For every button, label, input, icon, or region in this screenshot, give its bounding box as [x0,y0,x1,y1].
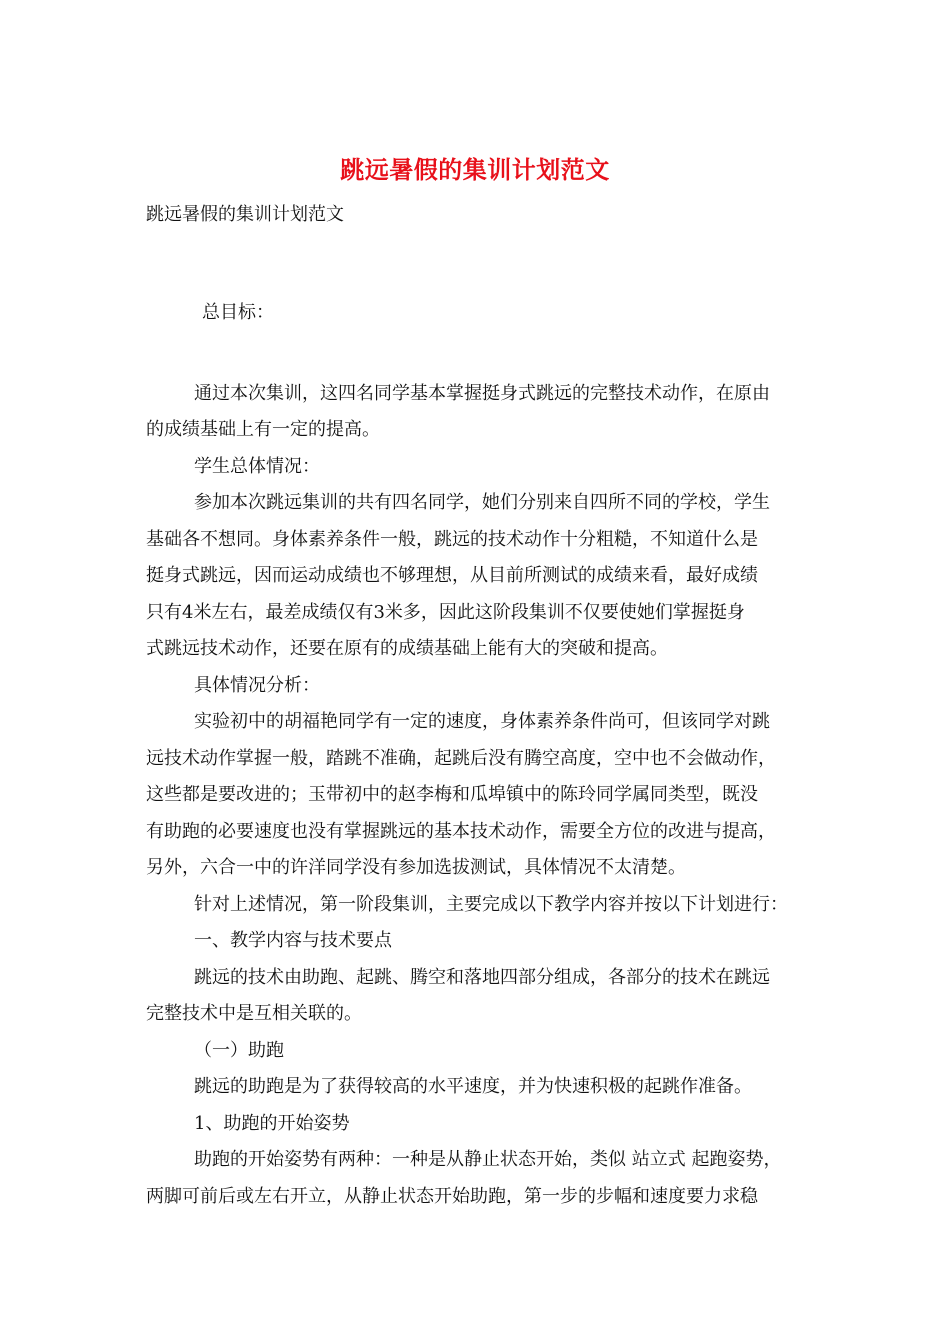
paragraph-line: 通过本次集训，这四名同学基本掌握挺身式跳远的完整技术动作，在原由 [194,382,770,404]
paragraph-gap [146,332,816,376]
paragraph-line: 完整技术中是互相关联的。 [146,1003,362,1024]
subsection-heading: （一）助跑 [194,1039,284,1061]
paragraph-line: 另外，六合一中的许洋同学没有参加选拔测试，具体情况不太清楚。 [146,857,686,878]
paragraph-line: 这些都是要改进的；玉带初中的赵李梅和瓜埠镇中的陈玲同学属同类型，既没 [146,784,758,805]
section-heading: 具体情况分析： [194,674,320,696]
paragraph-line: 有助跑的必要速度也没有掌握跳远的基本技术动作，需要全方位的改进与提高， [146,820,776,842]
document-title: 跳远暑假的集训计划范文 [340,155,610,184]
paragraph-line: 参加本次跳远集训的共有四名同学，她们分别来自四所不同的学校，学生 [194,492,770,513]
paragraph-line: 助跑的开始姿势有两种：一种是从静止状态开始，类似 站立式 起跑姿势， [194,1149,782,1170]
subsection-heading: 1、助跑的开始姿势 [194,1112,350,1134]
paragraph-line: 基础各不想同。身体素养条件一般，跳远的技术动作十分粗糙，不知道什么是 [146,528,758,550]
paragraph-line: 只有4米左右，最差成绩仅有3米多，因此这阶段集训不仅要使她们掌握挺身 [146,601,745,623]
section-heading: 一、教学内容与技术要点 [194,930,392,951]
paragraph-line: 跳远的技术由助跑、起跳、腾空和落地四部分组成，各部分的技术在跳远 [194,966,770,988]
paragraph-line: 远技术动作掌握一般，踏跳不准确，起跳后没有腾空高度，空中也不会做动作， [146,747,776,769]
paragraph-line: 跳远的助跑是为了获得较高的水平速度，并为快速积极的起跳作准备。 [194,1076,752,1097]
paragraph-line: 两脚可前后或左右开立，从静止状态开始助跑，第一步的步幅和速度要力求稳 [146,1185,758,1207]
paragraph-line: 挺身式跳远，因而运动成绩也不够理想，从目前所测试的成绩来看，最好成绩 [146,565,758,586]
document-body [146,295,816,1215]
goal-heading: 总目标： [202,302,274,323]
paragraph-line: 式跳远技术动作，还要在原有的成绩基础上能有大的突破和提高。 [146,638,668,659]
section-heading: 学生总体情况： [194,455,320,477]
paragraph-line: 的成绩基础上有一定的提高。 [146,419,380,440]
document-subtitle: 跳远暑假的集训计划范文 [146,204,344,225]
paragraph-line: 实验初中的胡福艳同学有一定的速度，身体素养条件尚可，但该同学对跳 [194,711,770,732]
paragraph-line: 针对上述情况，第一阶段集训，主要完成以下教学内容并按以下计划进行： [194,893,788,915]
